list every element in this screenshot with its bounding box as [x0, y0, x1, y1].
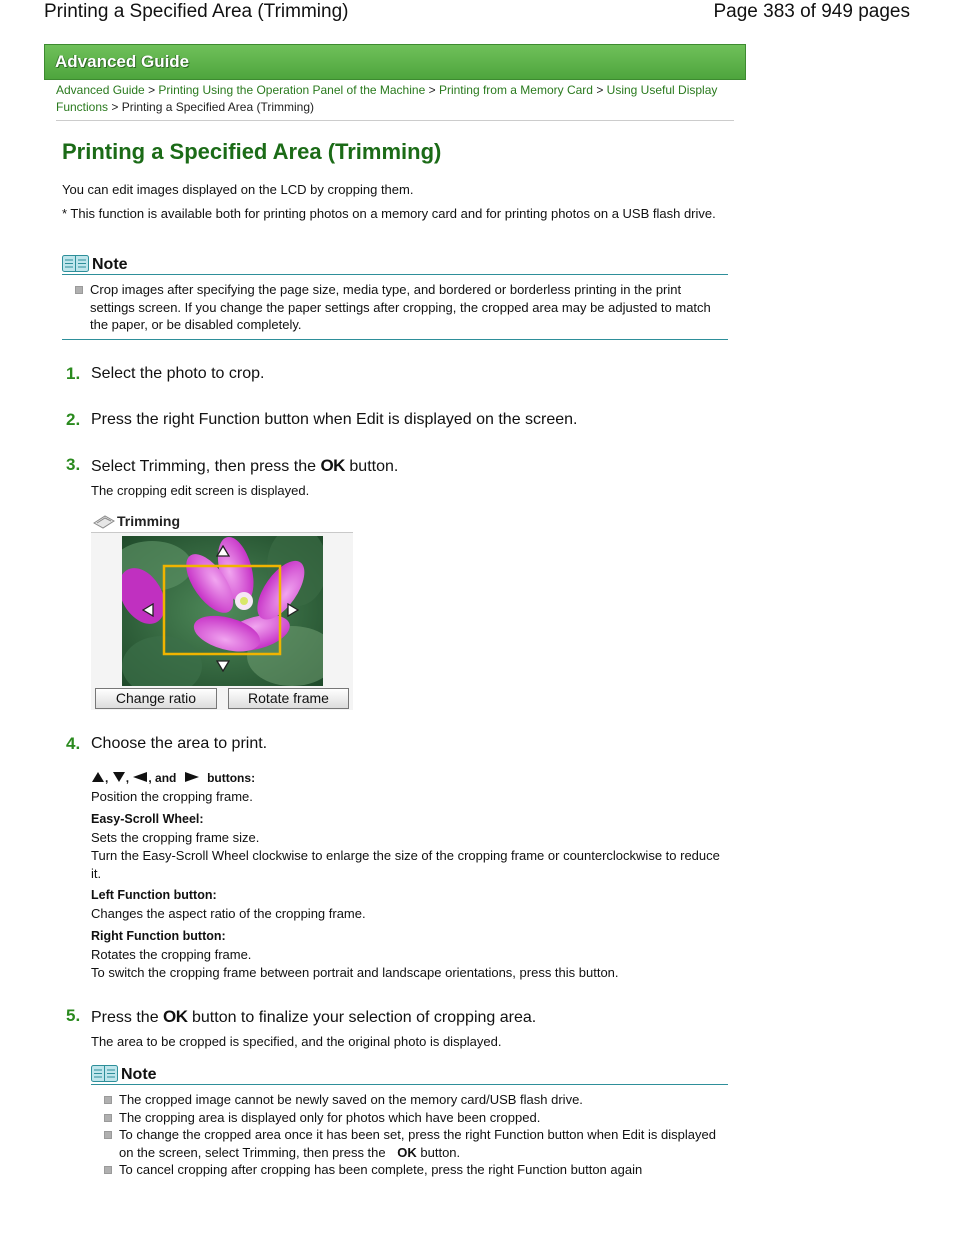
left-function-button-description: Changes the aspect ratio of the cropping frame. — [91, 906, 366, 921]
breadcrumb-link-memory-card[interactable]: Printing from a Memory Card — [438, 83, 593, 97]
breadcrumb-link-advanced-guide[interactable]: Advanced Guide — [56, 83, 145, 97]
step-3-text-post: button. — [349, 458, 399, 475]
step-1-number: 1. — [66, 364, 81, 383]
note-list — [75, 281, 715, 334]
arrow-up-icon — [216, 545, 230, 557]
arrow-down-icon — [216, 660, 230, 672]
step-5-number: 5. — [66, 1006, 81, 1025]
arrow-up-icon — [91, 771, 105, 783]
arrow-right-icon — [184, 771, 200, 783]
breadcrumb-separator: > — [596, 83, 607, 97]
right-function-button-description-2: To switch the cropping frame between portrait and landscape orientations, press this button. — [91, 965, 619, 980]
note-header — [91, 1063, 728, 1085]
breadcrumb — [56, 82, 726, 116]
document-title: Printing a Specified Area (Trimming) — [44, 1, 349, 22]
step-4-text: Choose the area to print. — [91, 735, 268, 752]
breadcrumb-current: Printing a Specified Area (Trimming) — [121, 100, 315, 114]
book-icon — [62, 255, 89, 272]
intro-text: You can edit images displayed on the LCD by cropping them. — [62, 182, 414, 197]
rotate-frame-button: Rotate frame — [228, 688, 349, 709]
book-icon — [91, 1065, 118, 1082]
right-function-button-description-1: Rotates the cropping frame. — [91, 947, 252, 962]
change-ratio-button: Change ratio — [95, 688, 217, 709]
step-1-text: Select the photo to crop. — [91, 365, 265, 382]
arrow-left-icon — [142, 603, 154, 617]
easy-scroll-wheel-label: Easy-Scroll Wheel: — [91, 812, 204, 826]
page-title: Printing a Specified Area (Trimming) — [62, 139, 442, 164]
step-3-number: 3. — [66, 455, 81, 474]
easy-scroll-wheel-description-1: Sets the cropping frame size. — [91, 830, 260, 845]
step-3-text — [91, 456, 398, 476]
note-item: To cancel cropping after cropping has been complete, press the right Function button again — [104, 1161, 724, 1179]
step-5-description: The area to be cropped is specified, and the original photo is displayed. — [91, 1034, 502, 1049]
arrow-separator: , — [125, 771, 130, 785]
easy-scroll-wheel-description-2: Turn the Easy-Scroll Wheel clockwise to enlarge the size of the cropping frame or counterclockwise to reduce it. — [91, 848, 720, 881]
flower-photo — [122, 536, 323, 686]
step-3-description: The cropping edit screen is displayed. — [91, 483, 310, 498]
step-5-text — [91, 1007, 536, 1027]
note-label: Note — [92, 256, 128, 273]
breadcrumb-separator: > — [428, 83, 439, 97]
breadcrumb-separator: > — [148, 83, 159, 97]
step-2-text: Press the right Function button when Edit is displayed on the screen. — [91, 411, 578, 428]
note-item — [104, 1126, 724, 1161]
arrow-separator: , — [105, 771, 109, 785]
step-3-text-pre: Select Trimming, then press the — [91, 458, 316, 475]
note-label: Note — [121, 1066, 157, 1083]
advanced-guide-banner — [44, 44, 746, 80]
ok-button-label: OK — [163, 1007, 188, 1026]
trimming-screen-illustration — [91, 512, 353, 710]
banner-label: Advanced Guide — [55, 52, 190, 71]
ok-button-label: OK — [397, 1144, 417, 1160]
note-item: The cropped image cannot be newly saved on the memory card/USB flash drive. — [104, 1091, 724, 1109]
step-2-number: 2. — [66, 410, 81, 429]
note-divider — [62, 339, 728, 340]
arrow-right-icon — [287, 603, 299, 617]
breadcrumb-link-operation-panel[interactable]: Printing Using the Operation Panel of the Machine — [158, 83, 426, 97]
arrow-down-icon — [112, 771, 126, 783]
note-header — [62, 253, 728, 275]
note-list — [104, 1091, 724, 1179]
note-item-text: To change the cropped area once it has been set, press the right Function button when Edit is displayed on the screen, select Trimming, then press the — [119, 1127, 716, 1160]
screen-header — [91, 512, 353, 533]
step-5-text-post: button to finalize your selection of cropping area. — [192, 1009, 537, 1026]
page-counter: Page 383 of 949 pages — [713, 1, 910, 22]
arrow-left-icon — [132, 771, 148, 783]
arrow-buttons-description: Position the cropping frame. — [91, 789, 253, 804]
breadcrumb-separator: > — [111, 100, 122, 114]
breadcrumb-divider — [56, 120, 734, 121]
arrow-and-text: , and — [148, 771, 177, 785]
note-item: The cropping area is displayed only for photos which have been cropped. — [104, 1109, 724, 1127]
step-4-number: 4. — [66, 734, 81, 753]
left-function-button-label: Left Function button: — [91, 888, 217, 902]
note-item: Crop images after specifying the page size, media type, and bordered or borderless printing in the print settings screen. If you change the paper settings after cropping, the cropped area may be adjusted to match the paper, or be disabled completely. — [75, 281, 715, 334]
step-5-text-pre: Press the — [91, 1009, 159, 1026]
trimming-icon — [93, 515, 115, 529]
arrow-buttons-label — [91, 769, 255, 787]
breadcrumb-link-display-functions[interactable]: Using Useful Display Functions — [56, 83, 718, 114]
note-item-text: button. — [420, 1144, 461, 1160]
availability-text: * This function is available both for printing photos on a memory card and for printing photos on a USB flash drive. — [62, 206, 716, 221]
screen-title: Trimming — [117, 513, 181, 529]
right-function-button-label: Right Function button: — [91, 929, 226, 943]
ok-button-label: OK — [320, 456, 345, 475]
buttons-label-text: buttons: — [207, 771, 256, 785]
